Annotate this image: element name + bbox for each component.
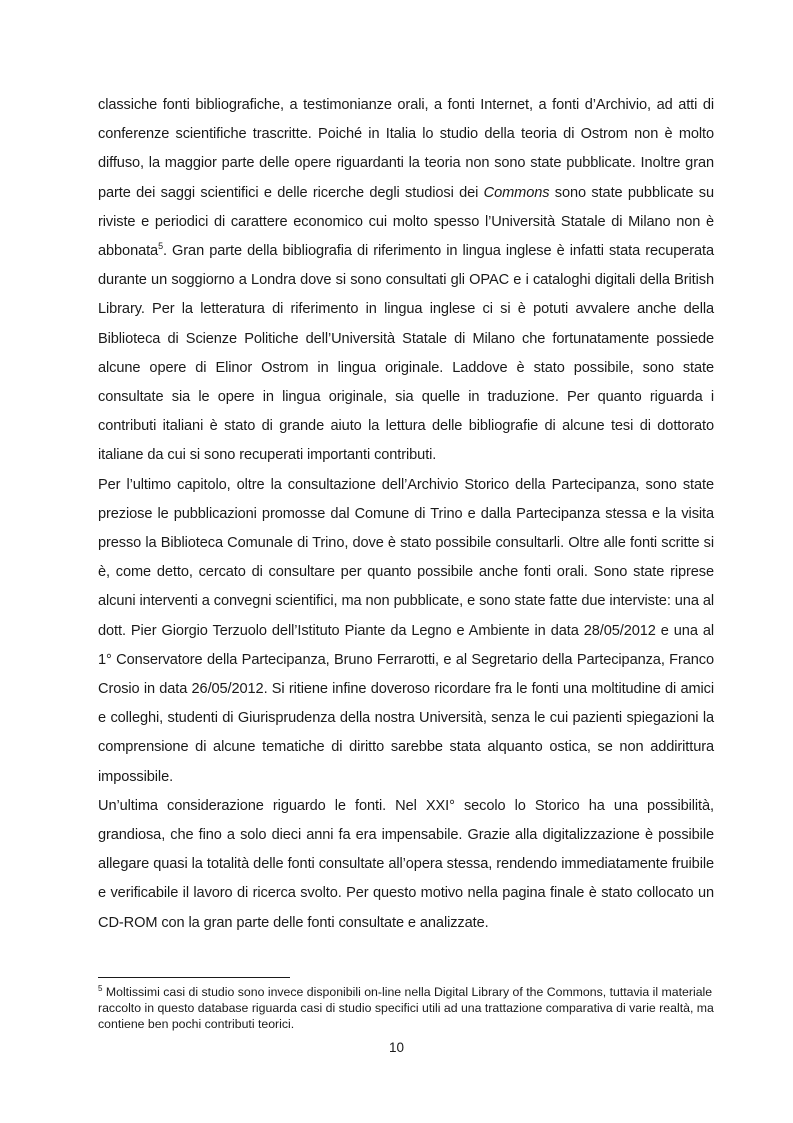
paragraph-1-text-middle: sono state pubblicate su riviste e periodici di carattere economico cui molto spesso l’Università Statale di Milano non è abbonata <box>98 184 715 260</box>
footnote-separator <box>98 977 290 978</box>
footnote-text: Moltissimi casi di studio sono invece disponibili on-line nella Digital Library of the Commons, tuttavia il materiale raccolto in questo database riguarda casi di studio specifici utili ad una trattazione comparativa di varie realtà, ma contiene ben pochi contributi teorici. <box>98 985 714 1032</box>
paragraph-1 <box>98 91 714 471</box>
footnote <box>98 984 714 1033</box>
page-number: 10 <box>388 1040 405 1055</box>
footnote-number: 5 <box>98 983 103 993</box>
paragraph-3: Un’ultima considerazione riguardo le fonti. Nel XXI° secolo lo Storico ha una possibilità, grandiosa, che fino a solo dieci anni fa era impensabile. Grazie alla digitalizzazione è possibile allegare quasi la totalità delle fonti consultate all’opera stessa, rendendo immediatamente fruibile e verificabile il lavoro di ricerca svolto. Per questo motivo nella pagina finale è stato collocato un CD-ROM con la gran parte delle fonti consultate e analizzate. <box>98 797 714 931</box>
footnote-reference[interactable]: 5 <box>158 241 163 252</box>
paragraph-2: Per l’ultimo capitolo, oltre la consultazione dell’Archivio Storico della Partecipanza, sono state preziose le pubblicazioni promosse dal Comune di Trino e dalla Partecipanza stessa e la visita presso la Biblioteca Comunale di Trino, dove è stato possibile consultarli. Oltre alle fonti scritte si è, come detto, cercato di consultare per quanto possibile anche fonti orali. Sono state riprese alcuni interventi a convegni scientifici, ma non pubblicate, e sono state fatte due interviste: una al dott. Pier Giorgio Terzuolo dell’Istituto Piante da Legno e Ambiente in data 28/05/2012 e una al 1° Conservatore della Partecipanza, Bruno Ferrarotti, e al Segretario della Partecipanza, Franco Crosio in data 26/05/2012. Si ritiene infine doveroso ricordare fra le fonti una moltitudine di amici e colleghi, studenti di Giurisprudenza della nostra Università, senza le cui pazienti spiegazioni la comprensione di alcune tematiche di diritto sarebbe stata alquanto ostica, se non addirittura impossibile. <box>98 476 714 785</box>
paragraph-1-text-start: classiche fonti bibliografiche, a testimonianze orali, a fonti Internet, a fonti d’Archivio, ad atti di conferenze scientifiche trascritte. Poiché in Italia lo studio della teoria di Ostrom non è molto diffuso, la maggior parte delle opere riguardanti la teoria non sono state pubblicate. Inoltre gran parte dei saggi scientifici e delle ricerche degli studiosi dei <box>98 97 714 201</box>
body-text <box>98 91 714 938</box>
italic-commons: Commons <box>483 184 550 201</box>
paragraph-1-text-end: . Gran parte della bibliografia di riferimento in lingua inglese è infatti stata recuperata durante un soggiorno a Londra dove si sono consultati gli OPAC e i cataloghi digitali della British Library. Per la letteratura di riferimento in lingua inglese ci si è potuti avvalere anche della Biblioteca di Scienze Politiche dell’Università Statale di Milano che fortunatamente possiede alcune opere di Elinor Ostrom in lingua originale. Laddove è stato possibile, sono state consultate sia le opere in lingua originale, sia quelle in traduzione. Per quanto riguarda i contributi italiani è stato di grande aiuto la lettura delle bibliografie di alcune tesi di dottorato italiane da cui si sono recuperati importanti contributi. <box>98 243 714 464</box>
